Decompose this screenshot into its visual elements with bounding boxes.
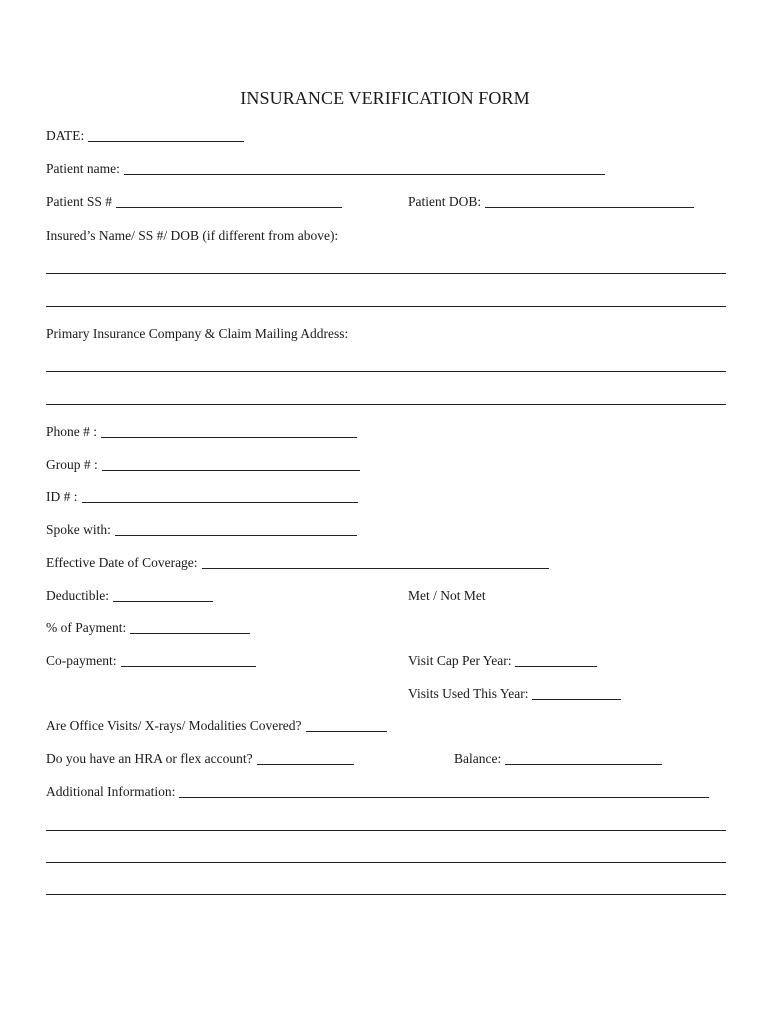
form-title: INSURANCE VERIFICATION FORM (240, 88, 530, 108)
covered-field[interactable] (306, 719, 387, 732)
effective-date-row (46, 555, 549, 571)
additional-info-line-3[interactable] (46, 862, 726, 863)
insured-line-2[interactable] (46, 306, 726, 307)
date-label: DATE: (46, 128, 85, 143)
copayment-field[interactable] (121, 654, 256, 667)
additional-info-line-2[interactable] (46, 830, 726, 831)
copayment-row (46, 653, 256, 669)
visits-used-field[interactable] (532, 687, 621, 700)
payment-pct-row (46, 620, 250, 636)
hra-field[interactable] (257, 752, 354, 765)
deductible-row (46, 588, 213, 604)
effective-date-field[interactable] (202, 556, 549, 569)
group-label: Group # : (46, 457, 98, 472)
patient-dob-row (408, 194, 694, 210)
balance-label: Balance: (454, 751, 502, 766)
hra-label: Do you have an HRA or flex account? (46, 751, 253, 766)
id-row (46, 489, 358, 505)
deductible-label: Deductible: (46, 588, 109, 603)
patient-ss-label: Patient SS # (46, 194, 113, 209)
phone-field[interactable] (101, 425, 357, 438)
visit-cap-row (408, 653, 597, 669)
covered-label: Are Office Visits/ X-rays/ Modalities Covered? (46, 718, 302, 733)
patient-name-label: Patient name: (46, 161, 120, 176)
patient-name-row (46, 161, 605, 177)
group-row (46, 457, 360, 473)
payment-pct-field[interactable] (130, 621, 250, 634)
patient-name-field[interactable] (124, 162, 605, 175)
spoke-with-row (46, 522, 357, 538)
spoke-with-label: Spoke with: (46, 522, 111, 537)
patient-ss-field[interactable] (116, 195, 342, 208)
primary-insurance-line-2[interactable] (46, 404, 726, 405)
patient-dob-field[interactable] (485, 195, 694, 208)
additional-info-line-4[interactable] (46, 894, 726, 895)
additional-info-label: Additional Information: (46, 784, 176, 799)
payment-pct-label: % of Payment: (46, 620, 127, 635)
effective-date-label: Effective Date of Coverage: (46, 555, 198, 570)
spoke-with-field[interactable] (115, 523, 357, 536)
patient-dob-label: Patient DOB: (408, 194, 482, 209)
additional-info-row (46, 784, 709, 800)
visits-used-label: Visits Used This Year: (408, 686, 529, 701)
id-label: ID # : (46, 489, 78, 504)
balance-row (454, 751, 662, 767)
balance-field[interactable] (505, 752, 662, 765)
phone-label: Phone # : (46, 424, 98, 439)
date-row (46, 128, 244, 144)
primary-insurance-line-1[interactable] (46, 371, 726, 372)
met-not-met-label: Met / Not Met (408, 588, 486, 603)
primary-insurance-label: Primary Insurance Company & Claim Mailing Address: (46, 326, 349, 341)
additional-info-field[interactable] (179, 785, 709, 798)
copayment-label: Co-payment: (46, 653, 117, 668)
group-field[interactable] (102, 458, 360, 471)
insured-line-1[interactable] (46, 273, 726, 274)
covered-row (46, 718, 387, 734)
visit-cap-field[interactable] (515, 654, 597, 667)
phone-row (46, 424, 357, 440)
deductible-field[interactable] (113, 589, 213, 602)
visits-used-row (408, 686, 621, 702)
patient-ss-row (46, 194, 342, 210)
insured-label: Insured’s Name/ SS #/ DOB (if different from above): (46, 228, 339, 243)
hra-row (46, 751, 354, 767)
id-field[interactable] (82, 490, 358, 503)
visit-cap-label: Visit Cap Per Year: (408, 653, 512, 668)
date-field[interactable] (88, 129, 244, 142)
